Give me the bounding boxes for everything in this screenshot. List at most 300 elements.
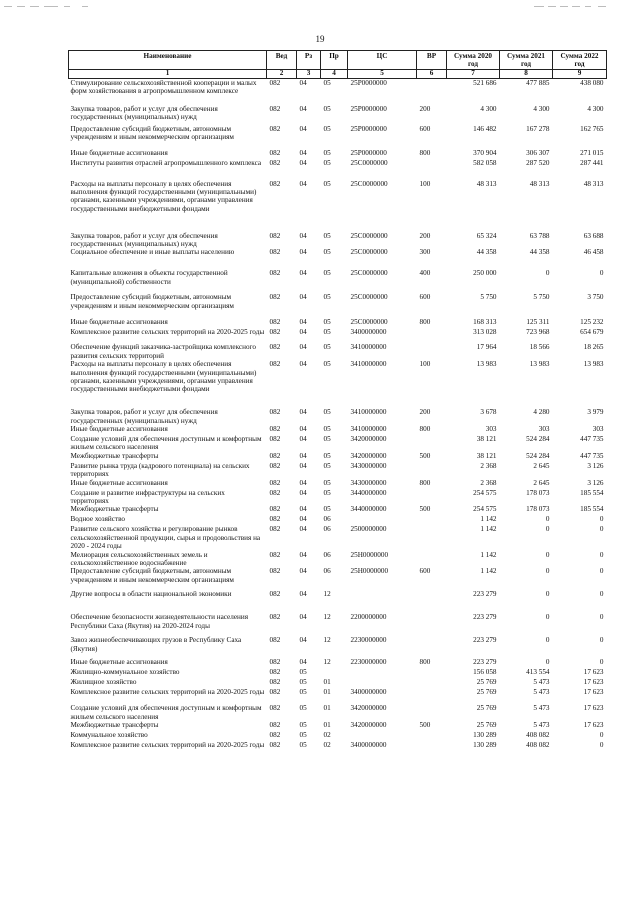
row-name: Межбюджетные трансферты xyxy=(70,451,159,460)
row-pr: 05 xyxy=(323,293,331,302)
column-number-row xyxy=(69,70,607,79)
row-sum-2021: 524 284 xyxy=(526,434,550,443)
row-pr: 05 xyxy=(323,505,331,514)
column-number: 2 xyxy=(267,70,297,79)
row-name: Капитальные вложения в объекты государственной (муниципальной) собственности xyxy=(70,269,228,286)
row-cs: 25C0000000 xyxy=(350,231,388,240)
row-name: Иные бюджетные ассигнования xyxy=(70,148,168,157)
row-rz: 04 xyxy=(299,590,307,599)
row-rz: 04 xyxy=(299,636,307,645)
row-name: Закупка товаров, работ и услуг для обеспечения государственных (муниципальных) нужд xyxy=(70,104,218,121)
row-vr: 800 xyxy=(419,318,431,327)
row-ved: 082 xyxy=(269,461,281,470)
row-cs: 25C0000000 xyxy=(350,179,388,188)
row-rz: 04 xyxy=(299,408,307,417)
row-pr: 05 xyxy=(323,360,331,369)
column-number: 4 xyxy=(321,70,348,79)
table-row xyxy=(69,688,607,704)
row-pr: 12 xyxy=(323,590,331,599)
row-ved: 082 xyxy=(269,424,281,433)
row-pr: 05 xyxy=(323,79,331,87)
row-ved: 082 xyxy=(269,636,281,645)
row-sum-2022: 17 623 xyxy=(583,688,604,697)
row-sum-2020: 25 769 xyxy=(476,688,497,697)
row-sum-2022: 271 015 xyxy=(580,148,604,157)
table-row xyxy=(69,721,607,731)
row-cs: 3420000000 xyxy=(350,721,387,730)
row-rz: 05 xyxy=(299,704,307,713)
row-sum-2022: 13 983 xyxy=(583,360,604,369)
row-rz: 04 xyxy=(299,293,307,302)
row-rz: 04 xyxy=(299,179,307,188)
row-cs xyxy=(348,668,417,678)
row-vr: 800 xyxy=(419,658,431,667)
row-sum-2021: 303 xyxy=(538,424,550,433)
row-pr: 01 xyxy=(323,704,331,713)
column-number: 8 xyxy=(500,70,553,79)
row-cs: 3440000000 xyxy=(350,505,387,514)
row-cs: 25P0000000 xyxy=(350,148,387,157)
table-row xyxy=(69,159,607,180)
row-rz: 04 xyxy=(299,360,307,369)
row-rz: 04 xyxy=(299,328,307,337)
header-row xyxy=(69,51,607,70)
row-cs: 25Н0000000 xyxy=(350,567,389,576)
row-sum-2021: 477 885 xyxy=(526,79,550,87)
row-vr: 100 xyxy=(419,360,431,369)
row-vr: 600 xyxy=(419,124,431,133)
row-name: Социальное обеспечение и иные выплаты населению xyxy=(70,248,235,257)
row-sum-2022: 0 xyxy=(599,741,604,750)
row-vr: 800 xyxy=(419,148,431,157)
table-body xyxy=(69,79,607,764)
table-row xyxy=(69,668,607,678)
row-vr xyxy=(417,489,447,506)
row-cs: 25C0000000 xyxy=(350,318,388,327)
row-name: Обеспечение функций заказчика-застройщика комплексного развития сельских территорий xyxy=(70,343,256,360)
row-cs: 3400000000 xyxy=(350,688,387,697)
row-rz: 04 xyxy=(299,124,307,133)
row-cs: 2500000000 xyxy=(350,525,387,534)
row-sum-2021: 0 xyxy=(545,515,550,524)
row-sum-2021: 5 473 xyxy=(533,704,550,713)
row-vr: 300 xyxy=(419,248,431,257)
row-sum-2020: 250 000 xyxy=(473,269,497,278)
row-name: Комплексное развитие сельских территорий на 2020-2025 годы xyxy=(70,328,265,337)
row-sum-2022: 48 313 xyxy=(583,179,604,188)
row-cs: 3420000000 xyxy=(350,434,387,443)
row-sum-2022: 3 979 xyxy=(587,408,604,417)
row-rz: 04 xyxy=(299,478,307,487)
row-ved: 082 xyxy=(269,360,281,369)
row-cs: 25C0000000 xyxy=(350,269,388,278)
row-sum-2021: 167 278 xyxy=(526,124,550,133)
row-name: Стимулирование сельскохозяйственной кооперации и малых форм хозяйствования в агропромышленном комплексе xyxy=(70,79,257,96)
row-vr xyxy=(417,613,447,636)
row-ved: 082 xyxy=(269,231,281,240)
row-ved: 082 xyxy=(269,505,281,514)
row-vr xyxy=(417,328,447,343)
row-name: Межбюджетные трансферты xyxy=(70,505,159,514)
row-vr xyxy=(417,435,447,452)
row-vr xyxy=(417,731,447,741)
row-cs: 3420000000 xyxy=(350,704,387,713)
table-row xyxy=(69,462,607,479)
row-vr: 200 xyxy=(419,104,431,113)
column-number: 5 xyxy=(348,70,417,79)
row-vr xyxy=(417,525,447,550)
row-sum-2022: 17 623 xyxy=(583,668,604,677)
row-rz: 05 xyxy=(299,721,307,730)
row-sum-2021: 0 xyxy=(545,590,550,599)
row-ved: 082 xyxy=(269,434,281,443)
row-sum-2021: 4 280 xyxy=(533,408,550,417)
table-row xyxy=(69,180,607,232)
row-sum-2021: 0 xyxy=(545,613,550,622)
row-sum-2022: 447 735 xyxy=(580,451,604,460)
row-cs: 25C0000000 xyxy=(350,158,388,167)
table-row xyxy=(69,731,607,741)
row-sum-2021: 408 082 xyxy=(526,731,550,740)
row-name: Расходы на выплаты персоналу в целях обеспечения выполнения функций государственными (муниципальными) органами, казенными учреждениями, органами управления государственными внебюджетными фондами xyxy=(70,360,257,394)
row-sum-2021: 5 473 xyxy=(533,721,550,730)
table-row xyxy=(69,489,607,506)
row-pr: 01 xyxy=(323,688,331,697)
row-ved: 082 xyxy=(269,731,281,740)
row-cs: 3400000000 xyxy=(350,328,387,337)
table-row xyxy=(69,741,607,763)
row-sum-2022: 287 441 xyxy=(580,158,604,167)
row-cs: 3410000000 xyxy=(350,424,387,433)
row-sum-2020: 13 983 xyxy=(476,360,497,369)
row-name: Создание и развитие инфраструктуры на сельских территориях xyxy=(70,488,225,505)
row-sum-2020: 25 769 xyxy=(476,721,497,730)
row-name: Расходы на выплаты персоналу в целях обеспечения выполнения функций государственными (муниципальными) органами, казенными учреждениями, органами управления государственными внебюджетными фондами xyxy=(70,179,257,213)
row-cs: 25C0000000 xyxy=(350,248,388,257)
row-name: Создание условий для обеспечения доступным и комфортным жильем сельского населения xyxy=(70,434,262,452)
row-sum-2020: 2 368 xyxy=(480,461,497,470)
row-rz: 04 xyxy=(299,158,307,167)
row-sum-2022: 0 xyxy=(599,550,604,559)
row-name: Иные бюджетные ассигнования xyxy=(70,424,168,433)
row-name: Иные бюджетные ассигнования xyxy=(70,318,168,327)
row-vr: 800 xyxy=(419,478,431,487)
row-sum-2020: 313 028 xyxy=(473,328,497,337)
row-pr: 05 xyxy=(323,248,331,257)
row-pr: 12 xyxy=(323,658,331,667)
row-ved: 082 xyxy=(269,293,281,302)
row-vr: 600 xyxy=(419,567,431,576)
row-sum-2021: 2 645 xyxy=(533,461,550,470)
row-rz: 04 xyxy=(299,231,307,240)
row-vr: 200 xyxy=(419,408,431,417)
row-ved: 082 xyxy=(269,668,281,677)
row-sum-2021: 306 307 xyxy=(526,148,550,157)
row-sum-2021: 0 xyxy=(545,636,550,645)
row-sum-2020: 223 279 xyxy=(473,636,497,645)
row-sum-2021: 5 473 xyxy=(533,678,550,687)
row-rz: 04 xyxy=(299,434,307,443)
row-sum-2022: 17 623 xyxy=(583,704,604,713)
row-ved: 082 xyxy=(269,658,281,667)
table-row xyxy=(69,505,607,515)
row-pr: 05 xyxy=(323,328,331,337)
row-sum-2020: 303 xyxy=(485,424,497,433)
row-sum-2020: 17 964 xyxy=(476,343,497,352)
row-ved: 082 xyxy=(269,550,281,559)
column-number: 1 xyxy=(69,70,267,79)
row-ved: 082 xyxy=(269,478,281,487)
header-sum-2021: Сумма 2021 год xyxy=(500,51,553,70)
row-pr: 05 xyxy=(323,104,331,113)
row-ved: 082 xyxy=(269,318,281,327)
budget-table xyxy=(68,50,607,763)
row-rz: 04 xyxy=(299,613,307,622)
row-sum-2020: 3 678 xyxy=(480,408,497,417)
row-ved: 082 xyxy=(269,158,281,167)
row-cs: 25Н0000000 xyxy=(350,550,389,559)
row-rz: 04 xyxy=(299,505,307,514)
row-ved: 082 xyxy=(269,590,281,599)
row-sum-2021: 413 554 xyxy=(526,668,550,677)
row-name: Жилищно-коммунальное хозяйство xyxy=(70,668,180,677)
row-sum-2020: 254 575 xyxy=(473,488,497,497)
row-vr xyxy=(417,668,447,678)
row-vr xyxy=(417,79,447,105)
row-pr: 05 xyxy=(323,424,331,433)
table-row xyxy=(69,590,607,613)
row-sum-2022: 0 xyxy=(599,269,604,278)
row-sum-2022: 185 554 xyxy=(580,488,604,497)
row-cs: 25P0000000 xyxy=(350,104,387,113)
row-name: Предоставление субсидий бюджетным, автономным учреждениям и иным некоммерческим организациям xyxy=(70,293,234,310)
row-sum-2021: 18 566 xyxy=(529,343,550,352)
row-sum-2022: 447 735 xyxy=(580,434,604,443)
row-sum-2020: 4 300 xyxy=(480,104,497,113)
row-name: Жилищное хозяйство xyxy=(70,678,137,687)
row-pr: 06 xyxy=(323,567,331,576)
row-cs: 2230000000 xyxy=(350,636,387,645)
row-sum-2021: 4 300 xyxy=(533,104,550,113)
row-sum-2021: 0 xyxy=(545,658,550,667)
table-row xyxy=(69,658,607,668)
row-ved: 082 xyxy=(269,248,281,257)
row-ved: 082 xyxy=(269,124,281,133)
row-sum-2020: 156 058 xyxy=(473,668,497,677)
row-sum-2020: 130 289 xyxy=(473,741,497,750)
table-row xyxy=(69,613,607,636)
row-ved: 082 xyxy=(269,148,281,157)
row-rz: 04 xyxy=(299,424,307,433)
row-name: Закупка товаров, работ и услуг для обеспечения государственных (муниципальных) нужд xyxy=(70,231,218,248)
row-rz: 05 xyxy=(299,688,307,697)
row-name: Межбюджетные трансферты xyxy=(70,721,159,730)
column-number: 9 xyxy=(553,70,607,79)
row-pr: 05 xyxy=(323,318,331,327)
row-sum-2021: 0 xyxy=(545,525,550,534)
row-sum-2020: 582 058 xyxy=(473,158,497,167)
row-sum-2022: 0 xyxy=(599,658,604,667)
row-sum-2021: 178 073 xyxy=(526,505,550,514)
table-row xyxy=(69,360,607,408)
row-sum-2022: 3 750 xyxy=(587,293,604,302)
row-ved: 082 xyxy=(269,678,281,687)
row-cs xyxy=(348,678,417,688)
row-vr: 100 xyxy=(419,179,431,188)
row-pr: 12 xyxy=(323,636,331,645)
header-rz: Рз xyxy=(297,51,321,70)
row-pr: 06 xyxy=(323,525,331,534)
table-row xyxy=(69,525,607,550)
row-sum-2020: 223 279 xyxy=(473,590,497,599)
row-name: Водное хозяйство xyxy=(70,515,126,524)
row-sum-2020: 38 121 xyxy=(476,451,497,460)
row-pr: 05 xyxy=(323,478,331,487)
row-rz: 04 xyxy=(299,451,307,460)
row-cs: 25P0000000 xyxy=(350,79,387,87)
row-sum-2022: 0 xyxy=(599,515,604,524)
row-name: Предоставление субсидий бюджетным, автономным учреждениям и иным некоммерческим организациям xyxy=(70,124,234,141)
row-sum-2020: 5 750 xyxy=(480,293,497,302)
row-cs: 25C0000000 xyxy=(350,293,388,302)
row-sum-2022: 654 679 xyxy=(580,328,604,337)
scan-artifact-marks xyxy=(0,6,640,10)
row-pr: 05 xyxy=(323,343,331,352)
row-sum-2021: 0 xyxy=(545,269,550,278)
row-cs: 25P0000000 xyxy=(350,124,387,133)
row-rz: 04 xyxy=(299,318,307,327)
table-row xyxy=(69,248,607,269)
row-cs: 3410000000 xyxy=(350,408,387,417)
row-name: Создание условий для обеспечения доступным и комфортным жильем сельского населения xyxy=(70,704,262,721)
row-rz: 04 xyxy=(299,248,307,257)
row-sum-2021: 125 311 xyxy=(526,318,550,327)
page-number: 19 xyxy=(315,34,325,44)
row-pr: 05 xyxy=(323,451,331,460)
row-rz: 04 xyxy=(299,79,307,87)
row-sum-2021: 5 750 xyxy=(533,293,550,302)
table-row xyxy=(69,343,607,360)
row-sum-2020: 130 289 xyxy=(473,731,497,740)
row-cs: 2200000000 xyxy=(350,613,387,622)
row-sum-2021: 723 968 xyxy=(526,328,550,337)
row-sum-2022: 46 458 xyxy=(583,248,604,257)
row-sum-2022: 303 xyxy=(592,424,604,433)
table-row xyxy=(69,551,607,568)
row-rz: 05 xyxy=(299,678,307,687)
row-sum-2020: 38 121 xyxy=(476,434,497,443)
row-ved: 082 xyxy=(269,451,281,460)
row-sum-2022: 438 080 xyxy=(580,79,604,87)
row-ved: 082 xyxy=(269,179,281,188)
row-sum-2022: 0 xyxy=(599,613,604,622)
table-row xyxy=(69,328,607,343)
row-ved: 082 xyxy=(269,688,281,697)
row-vr xyxy=(417,590,447,613)
row-rz: 04 xyxy=(299,658,307,667)
row-name: Коммунальное хозяйство xyxy=(70,731,148,740)
row-pr: 01 xyxy=(323,678,331,687)
row-vr: 200 xyxy=(419,231,431,240)
row-vr: 800 xyxy=(419,424,431,433)
header-sum-2022: Сумма 2022 год xyxy=(553,51,607,70)
row-sum-2022: 0 xyxy=(599,525,604,534)
table-row xyxy=(69,425,607,435)
row-sum-2020: 168 313 xyxy=(473,318,497,327)
row-ved: 082 xyxy=(269,515,281,524)
row-sum-2020: 223 279 xyxy=(473,658,497,667)
table-row xyxy=(69,408,607,425)
row-sum-2022: 3 126 xyxy=(587,461,604,470)
row-sum-2020: 1 142 xyxy=(480,567,497,576)
table-row xyxy=(69,125,607,149)
table-row xyxy=(69,567,607,590)
row-sum-2020: 2 368 xyxy=(480,478,497,487)
header-cs: ЦС xyxy=(348,51,417,70)
row-sum-2022: 125 232 xyxy=(580,318,604,327)
row-sum-2022: 0 xyxy=(599,590,604,599)
row-name: Институты развития отраслей агропромышленного комплекса xyxy=(70,158,262,167)
row-cs xyxy=(348,515,417,525)
row-name: Иные бюджетные ассигнования xyxy=(70,478,168,487)
row-sum-2021: 408 082 xyxy=(526,741,550,750)
table-row xyxy=(69,105,607,125)
row-pr: 05 xyxy=(323,158,331,167)
row-sum-2022: 3 126 xyxy=(587,478,604,487)
table-row xyxy=(69,232,607,249)
table-row xyxy=(69,435,607,452)
row-vr: 500 xyxy=(419,721,431,730)
row-pr: 12 xyxy=(323,613,331,622)
row-rz: 04 xyxy=(299,461,307,470)
row-name: Мелиорация сельскохозяйственных земель и сельскохозяйственное водоснабжение xyxy=(70,550,208,567)
table-row xyxy=(69,79,607,105)
row-vr xyxy=(417,159,447,180)
row-name: Закупка товаров, работ и услуг для обеспечения государственных (муниципальных) нужд xyxy=(70,408,218,425)
row-vr: 400 xyxy=(419,269,431,278)
row-sum-2020: 65 324 xyxy=(476,231,497,240)
row-cs xyxy=(348,590,417,613)
table-row xyxy=(69,269,607,293)
row-ved: 082 xyxy=(269,488,281,497)
row-sum-2022: 0 xyxy=(599,567,604,576)
row-sum-2020: 1 142 xyxy=(480,515,497,524)
row-pr: 05 xyxy=(323,124,331,133)
row-name: Иные бюджетные ассигнования xyxy=(70,658,168,667)
row-sum-2021: 2 645 xyxy=(533,478,550,487)
row-ved: 082 xyxy=(269,704,281,713)
row-sum-2022: 4 300 xyxy=(587,104,604,113)
row-pr: 06 xyxy=(323,550,331,559)
row-cs: 2230000000 xyxy=(350,658,387,667)
row-sum-2021: 524 284 xyxy=(526,451,550,460)
row-vr xyxy=(417,636,447,658)
row-vr: 500 xyxy=(419,451,431,460)
row-pr: 05 xyxy=(323,461,331,470)
header-ved: Вед xyxy=(267,51,297,70)
row-vr: 500 xyxy=(419,505,431,514)
row-name: Развитие рынка труда (кадрового потенциала) на сельских территориях xyxy=(70,461,250,479)
row-sum-2021: 0 xyxy=(545,550,550,559)
row-sum-2020: 146 482 xyxy=(473,124,497,133)
row-ved: 082 xyxy=(269,741,281,750)
row-cs xyxy=(348,731,417,741)
table-row xyxy=(69,678,607,688)
row-ved: 082 xyxy=(269,104,281,113)
row-sum-2022: 185 554 xyxy=(580,505,604,514)
row-ved: 082 xyxy=(269,79,281,87)
header-pr: Пр xyxy=(321,51,348,70)
